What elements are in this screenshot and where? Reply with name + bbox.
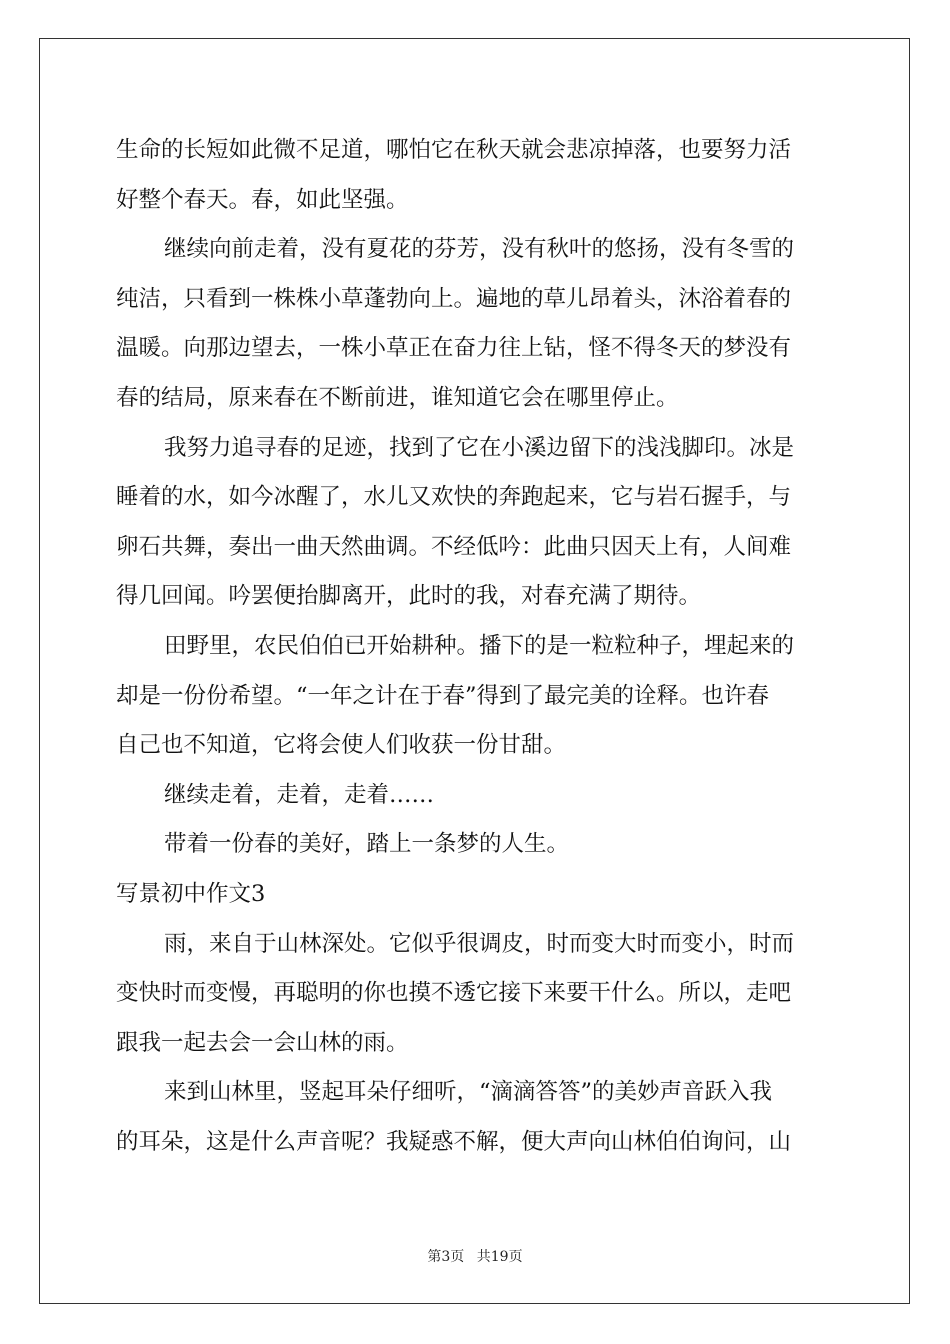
text-line: 继续向前走着，没有夏花的芬芳，没有秋叶的悠扬，没有冬雪的 (164, 236, 795, 263)
text-line: 跟我一起去会一会山林的雨。 (116, 1029, 409, 1056)
text-line: 纯洁，只看到一株株小草蓬勃向上。遍地的草儿昂着头，沐浴着春的 (116, 285, 792, 312)
page-footer (0, 1246, 950, 1266)
text-line: 温暖。向那边望去，一株小草正在奋力往上钻，怪不得冬天的梦没有 (116, 335, 792, 362)
text-line: 继续走着，走着，走着…… (164, 781, 435, 808)
text-line: 卵石共舞，奏出一曲天然曲调。不经低吟：此曲只因天上有，人间难 (116, 533, 792, 560)
document-body (116, 126, 834, 1167)
text-line: 雨，来自于山林深处。它似乎很调皮，时而变大时而变小，时而 (164, 930, 795, 957)
text-line: 带着一份春的美好，踏上一条梦的人生。 (164, 831, 570, 858)
text-line: 得几回闻。吟罢便抬脚离开，此时的我，对春充满了期待。 (116, 583, 702, 610)
text-line: 田野里，农民伯伯已开始耕种。播下的是一粒粒种子，埋起来的 (164, 632, 795, 659)
total-pages: 共19页 (476, 1249, 523, 1265)
text-line: 春的结局，原来春在不断前进，谁知道它会在哪里停止。 (116, 384, 679, 411)
text-line: 好整个春天。春，如此坚强。 (116, 186, 409, 213)
text-line: 却是一份份希望。“一年之计在于春”得到了最完美的诠释。也许春 (116, 682, 770, 709)
text-line: 自己也不知道，它将会使人们收获一份甘甜。 (116, 732, 567, 759)
text-line: 的耳朵，这是什么声音呢？我疑惑不解，便大声向山林伯伯询问，山 (116, 1128, 792, 1155)
current-page-number: 第3页 (427, 1249, 465, 1265)
text-line: 我努力追寻春的足迹，找到了它在小溪边留下的浅浅脚印。冰是 (164, 434, 795, 461)
text-line: 睡着的水，如今冰醒了，水儿又欢快的奔跑起来，它与岩石握手，与 (116, 484, 792, 511)
text-line: 写景初中作文3 (116, 880, 266, 907)
text-line: 来到山林里，竖起耳朵仔细听，“滴滴答答”的美妙声音跃入我 (164, 1079, 773, 1106)
text-line: 变快时而变慢，再聪明的你也摸不透它接下来要干什么。所以，走吧 (116, 980, 792, 1007)
text-line: 生命的长短如此微不足道，哪怕它在秋天就会悲凉掉落，也要努力活 (116, 137, 792, 163)
